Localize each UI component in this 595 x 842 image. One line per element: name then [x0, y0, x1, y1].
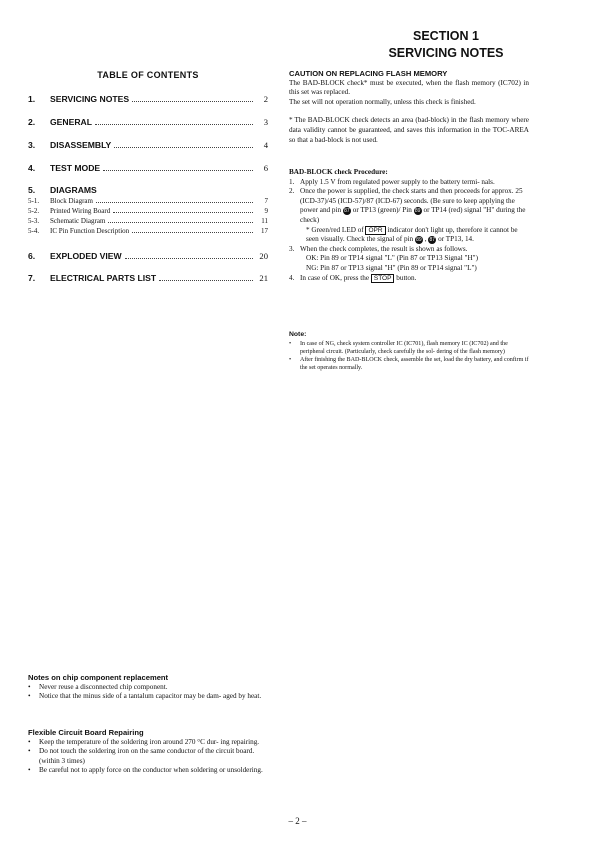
procedure-step-4: 4. In case of OK, press the STOP button. — [289, 273, 417, 282]
toc-item-servicing-notes[interactable]: 1. SERVICING NOTES 2 — [28, 94, 268, 104]
toc-title: TABLE OF CONTENTS — [97, 70, 199, 80]
toc-item-test-mode[interactable]: 4. TEST MODE 6 — [28, 163, 268, 173]
flex-heading: Flexible Circuit Board Repairing — [28, 728, 144, 737]
ok-result-line: OK: Pin 89 or TP14 signal "L" (Pin 87 or TP13 Signal "H") — [306, 254, 478, 263]
chip-heading: Notes on chip component replacement — [28, 673, 169, 682]
toc-item-diagrams[interactable]: 5. DIAGRAMS — [28, 185, 97, 195]
flash-caution-p1: The BAD-BLOCK check* must be executed, when the flash memory (IC702) in this set was replaced. — [289, 78, 529, 97]
opr-indicator-label: OPR — [365, 226, 385, 235]
toc-item-electrical-parts-list[interactable]: 7. ELECTRICAL PARTS LIST 21 — [28, 273, 268, 283]
flash-caution-block — [289, 69, 529, 145]
flex-item: • Be careful not to apply force on the conductor when soldering or unsoldering. — [28, 766, 263, 775]
section-subtitle: SERVICING NOTES — [388, 46, 504, 60]
procedure-block — [289, 168, 529, 283]
procedure-step-2: 2. Once the power is supplied, the check starts and then proceeds for approx. 25 (ICD-37)/45 (ICD-57)/87 (ICD-67) seconds. (Be sure to keep applying the power and pin 87 or TP13 (green)/ Pin 89 or TP14 (red) signal "H" during the check) * Green/red LED of OPR indicator don't light up, therefore it cannot be seen visually. Check the signal of pin 89 , 87 or TP13, 14. — [289, 187, 526, 244]
toc-subitem-ic-pin-function[interactable]: 5-4. IC Pin Function Description 17 — [28, 227, 268, 235]
toc-subitem-block-diagram[interactable]: 5-1. Block Diagram 7 — [28, 197, 268, 205]
procedure-step-3: 3. When the check completes, the result is shown as follows. OK: Pin 89 or TP14 signal "L" (Pin 87 or TP13 Signal "H") NG: Pin 87 or TP13 signal "H" (Pin 89 or TP14 signal "L") — [289, 245, 529, 274]
toc-item-exploded-view[interactable]: 6. EXPLODED VIEW 20 — [28, 251, 268, 261]
flex-item: • Keep the temperature of the soldering iron around 270 °C dur- ing repairing. — [28, 737, 260, 746]
note-item: • In case of NG, check system controller IC (IC701), flash memory IC (IC702) and the peripheral circuit. (Particularly, check carefully the sol- dering of the flash memory) — [289, 340, 508, 355]
note-item: • After finishing the BAD-BLOCK check, assemble the set, load the dry battery, and confirm if the set operates normally. — [289, 356, 529, 371]
pin-89-badge: 89 — [414, 207, 421, 214]
toc-item-general[interactable]: 2. GENERAL 3 — [28, 117, 268, 127]
page-number: – 2 – — [288, 816, 307, 826]
toc-subitem-schematic-diagram[interactable]: 5-3. Schematic Diagram 11 — [28, 217, 268, 225]
flex-board-block — [28, 728, 268, 776]
toc-item-disassembly[interactable]: 3. DISASSEMBLY 4 — [28, 140, 268, 150]
procedure-heading: BAD-BLOCK check Procedure: — [289, 168, 388, 176]
flash-caution-p2: The set will not operation normally, unless this check is finished. — [289, 97, 476, 106]
chip-item: • Notice that the minus side of a tantalum capacitor may be dam- aged by heat. — [28, 692, 262, 701]
note-heading: Note: — [289, 331, 307, 338]
section-title: SECTION 1 — [413, 29, 479, 43]
stop-button-label: STOP — [371, 274, 395, 283]
flash-caution-heading: CAUTION ON REPLACING FLASH MEMORY — [289, 69, 448, 78]
pin-87-badge: 87 — [344, 207, 350, 214]
procedure-step-1: 1. Apply 1.5 V from regulated power supply to the battery termi- nals. — [289, 177, 495, 186]
toc-subitem-printed-wiring-board[interactable]: 5-2. Printed Wiring Board 9 — [28, 207, 268, 215]
ng-result-line: NG: Pin 87 or TP13 signal "H" (Pin 89 or TP14 signal "L") — [306, 263, 477, 272]
flash-caution-p3: * The BAD-BLOCK check detects an area (bad-block) in the flash memory where data validity cannot be guaranteed, and saves this information in the TOC-AREA so that a bad-block is not used. — [289, 116, 529, 144]
note-block — [289, 330, 529, 372]
chip-replacement-block — [28, 673, 268, 702]
flex-item: • Do not touch the soldering iron on the same conductor of the circuit board. (within 3 times) — [28, 747, 255, 765]
chip-item: • Never reuse a disconnected chip component. — [28, 682, 168, 691]
